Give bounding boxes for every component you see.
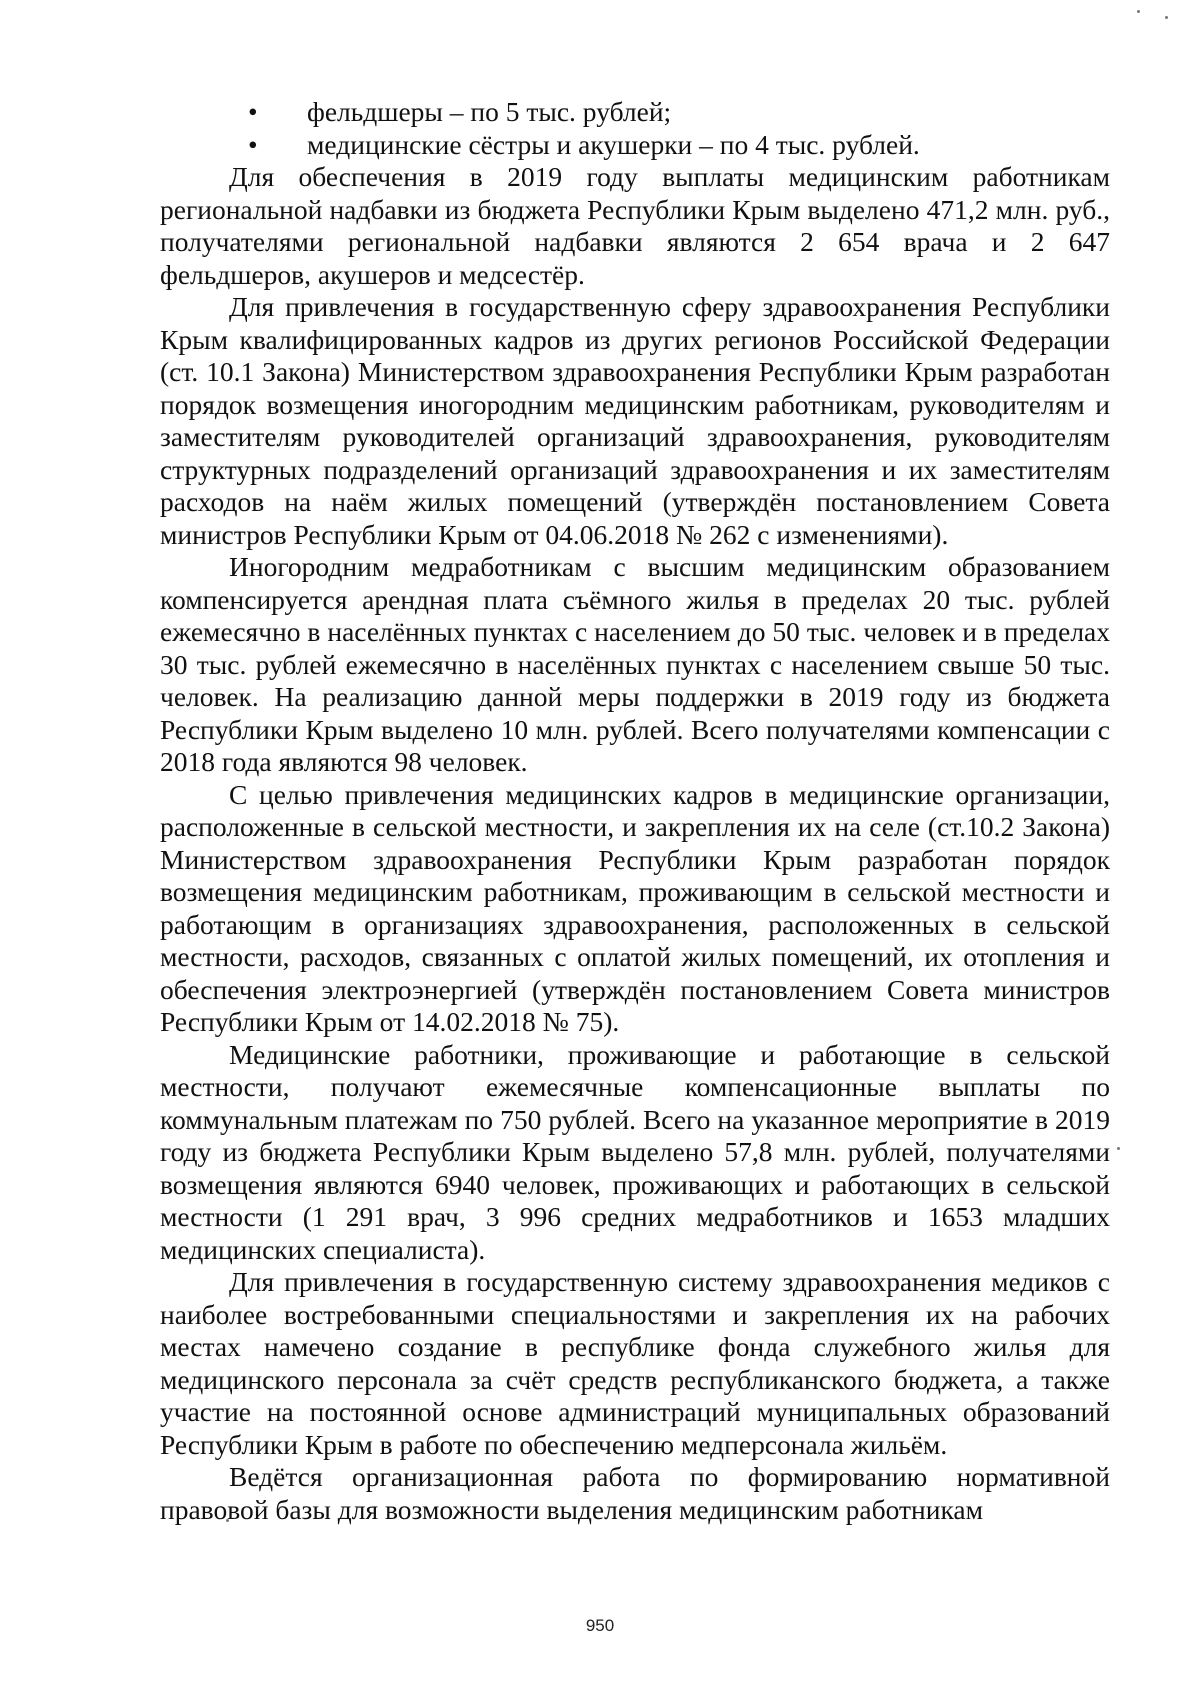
bullet-list — [160, 96, 1110, 161]
paragraph-rural-housing-procedure: С целью привлечения медицинских кадров в медицинские организации, расположенные в сельской местности, и закрепления их на селе (ст.10.2 Закона) Министерством здравоохранения Республики Крым разработан порядок возмещения медицинским работникам, проживающим в сельской местности и работающим в организациях здравоохранения, расположенных в сельской местности, расходов, связанных с оплатой жилых помещений, их отопления и обеспечения электроэнергией (утверждён постановлением Совета министров Республики Крым от 14.02.2018 № 75). — [160, 778, 1110, 1037]
bullet-text: фельдшеры – по 5 тыс. рублей; — [307, 96, 672, 127]
bullet-item — [160, 96, 1110, 129]
paragraph-utility-payments: Медицинские работники, проживающие и работающие в сельской местности, получают ежемесячные компенсационные выплаты по коммунальным платежам по 750 рублей. Всего на указанное мероприятие в 2019 году из бюджета Республики Крым выделено 57,8 млн. рублей, получателями возмещения являются 6940 человек, проживающих и работающих в сельской местности (1 291 врач, 3 996 средних медработников и 1653 младших медицинских специалиста). — [160, 1038, 1110, 1265]
bullet-icon: • — [248, 128, 258, 160]
paragraph-rent-compensation: Иногородним медработникам с высшим медицинским образованием компенсируется арендная плата съёмного жилья в пределах 20 тыс. рублей ежемесячно в населённых пунктах с населением до 50 тыс. человек и в пределах 30 тыс. рублей ежемесячно в населённых пунктах с населением свыше 50 тыс. человек. На реализацию данной меры поддержки в 2019 году из бюджета Республики Крым выделено 10 млн. рублей. Всего получателями компенсации с 2018 года являются 98 человек. — [160, 551, 1110, 777]
paragraph-regional-allowance: Для обеспечения в 2019 году выплаты медицинским работникам региональной надбавки из бюджета Республики Крым выделено 471,2 млн. руб., получателями региональной надбавки являются 2 654 врача и 2 647 фельдшеров, акушеров и медсестёр. — [160, 161, 1110, 290]
bullet-icon: • — [248, 96, 258, 127]
scan-speck — [1117, 1147, 1120, 1150]
paragraph-service-housing-fund: Для привлечения в государственную систему здравоохранения медиков с наиболее востребованными специальностями и закрепления их на рабочих местах намечено создание в республике фонда служебного жилья для медицинского персонала за счёт средств республиканского бюджета, а также участие на постоянной основе администраций муниципальных образований Республики Крым в работе по обеспечению медперсонала жильём. — [160, 1266, 1110, 1460]
bullet-item — [160, 129, 1110, 162]
scan-speck — [1137, 10, 1140, 13]
paragraph-normative-base: Ведётся организационная работа по формированию нормативной правовой базы для возможности выделения медицинским работникам — [160, 1461, 1110, 1525]
bullet-text: медицинские сёстры и акушерки – по 4 тыс. рублей. — [307, 128, 920, 160]
page-number: 950 — [585, 1616, 615, 1635]
document-body — [160, 96, 1110, 1526]
paragraph-housing-rental-procedure: Для привлечения в государственную сферу здравоохранения Республики Крым квалифицированных кадров из других регионов Российской Федерации (ст. 10.1 Закона) Министерством здравоохранения Республики Крым разработан порядок возмещения иногородним медицинским работникам, руководителям и заместителям руководителей организаций здравоохранения, руководителям структурных подразделений организаций здравоохранения и их заместителям расходов на наём жилых помещений (утверждён постановлением Совета министров Республики Крым от 04.06.2018 № 262 с изменениями). — [160, 291, 1110, 550]
scan-speck — [1165, 16, 1168, 19]
